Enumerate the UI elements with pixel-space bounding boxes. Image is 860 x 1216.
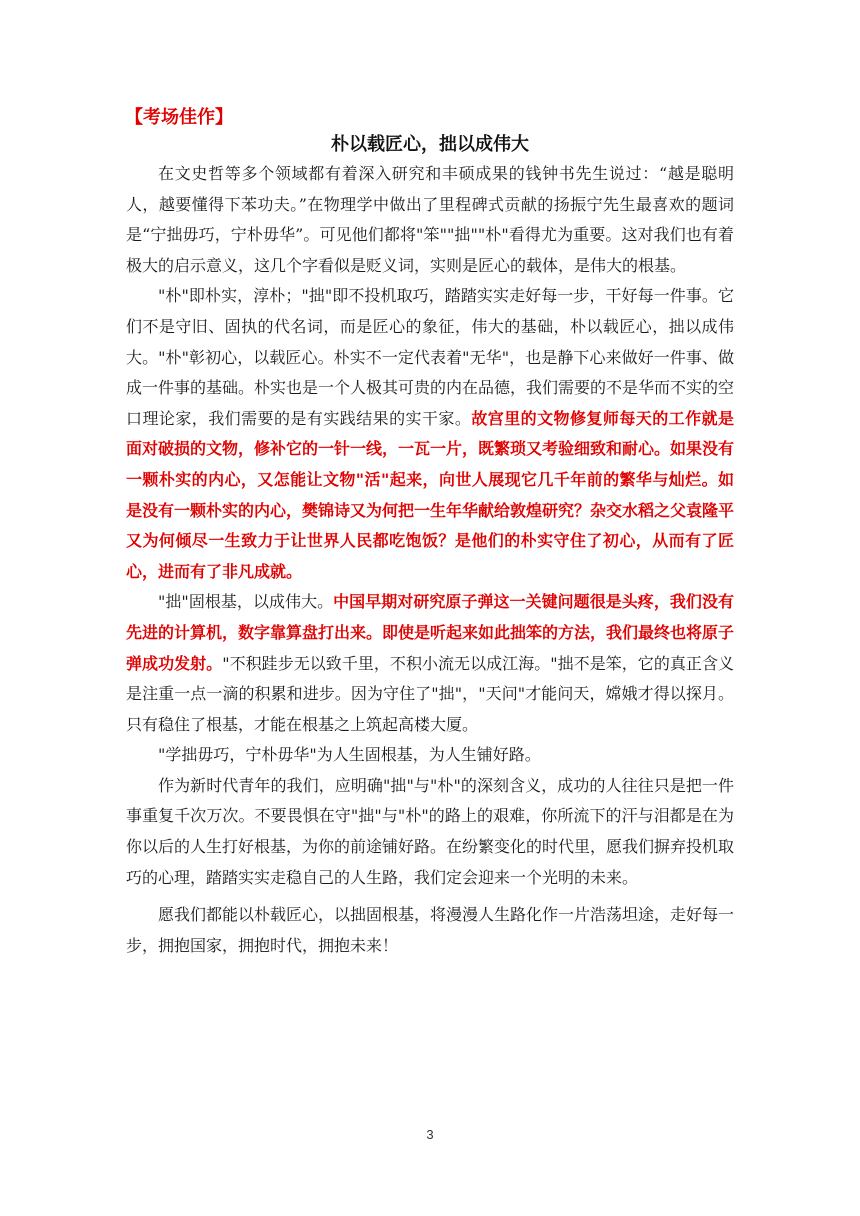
page-number: 3 — [426, 1127, 434, 1142]
paragraph-1: 在文史哲等多个领域都有着深入研究和丰硕成果的钱钟书先生说过：“越是聪明人，越要懂得下苯功夫。”在物理学中做出了里程碑式贡献的扬振宁先生最喜欢的题词是“宁拙毋巧，宁朴毋华”。可见他们都将"笨""拙""朴"看得尤为重要。这对我们也有着极大的启示意义，这几个字看似是贬义词，实则是匠心的载体，是伟大的根基。 — [126, 164, 734, 275]
paragraph-5: 作为新时代青年的我们，应明确"拙"与"朴"的深刻含义，成功的人往往只是把一件事重复千次万次。不要畏惧在守"拙"与"朴"的路上的艰难，你所流下的汗与泪都是在为你以后的人生打好根基，为你的前途铺好路。在纷繁变化的时代里，愿我们摒弃投机取巧的心理，踏踏实实走稳自己的人生路，我们定会迎来一个光明的未来。 — [126, 775, 735, 887]
paragraph-3: "拙"固根基，以成伟大。中国早期对研究原子弹这一关键问题很是头疼，我们没有先进的计算机，数字靠算盘打出来。即使是听起来如此拙笨的方法，我们最终也将原子弹成功发射。"不积跬步无以致千里，不积小流无以成江海。"拙不是笨，它的真正含义是注重一点一滴的积累和进步。因为守住了"拙"，"天问"才能问天，嫦娥才得以探月。只有稳住了根基，才能在根基之上筑起高楼大厦。 — [126, 592, 735, 734]
section-tag: 【考场佳作】 — [125, 107, 233, 128]
emphasis-text: 故宫里的文物修复师每天的工作就是面对破损的文物，修补它的一针一线，一瓦一片，既繁琐又考验细致和耐心。如果没有一颗朴实的内心，又怎能让文物"活"起来，向世人展现它几千年前的繁华与灿烂。如是没有一颗朴实的内心，樊锦诗又为何把一生年华献给敦煌研究？杂交水稻之父袁隆平又为何倾尽一生致力于让世界人民都吃饱饭？是他们的朴实守住了初心，从而有了匠心，进而有了非凡成就。 — [126, 408, 735, 581]
paragraph-6: 愿我们都能以朴载匠心，以拙固根基，将漫漫人生路化作一片浩荡坦途，走好每一步，拥抱国家，拥抱时代，拥抱未来！ — [126, 905, 735, 955]
essay-body — [126, 159, 734, 961]
essay-title: 朴以载匠心，拙以成伟大 — [331, 134, 529, 155]
paragraph-2: "朴"即朴实，淳朴；"拙"即不投机取巧，踏踏实实走好每一步，干好每一件事。它们不是守旧、固执的代名词，而是匠心的象征，伟大的基础，朴以载匠心，拙以成伟大。"朴"彰初心，以载匠心。朴实不一定代表着"无华"，也是静下心来做好一件事、做成一件事的基础。朴实也是一个人极其可贵的内在品德，我们需要的不是华而不实的空口理论家，我们需要的是有实践结果的实干家。故宫里的文物修复师每天的工作就是面对破损的文物，修补它的一针一线，一瓦一片，既繁琐又考验细致和耐心。如果没有一颗朴实的内心，又怎能让文物"活"起来，向世人展现它几千年前的繁华与灿烂。如是没有一颗朴实的内心，樊锦诗又为何把一生年华献给敦煌研究？杂交水稻之父袁隆平又为何倾尽一生致力于让世界人民都吃饱饭？是他们的朴实守住了初心，从而有了匠心，进而有了非凡成就。 — [126, 286, 735, 581]
emphasis-text: 中国早期对研究原子弹这一关键问题很是头疼，我们没有先进的计算机，数字靠算盘打出来。即使是听起来如此拙笨的方法，我们最终也将原子弹成功发射。 — [126, 592, 735, 673]
paragraph-4: "学拙毋巧，宁朴毋华"为人生固根基，为人生铺好路。 — [158, 745, 541, 765]
